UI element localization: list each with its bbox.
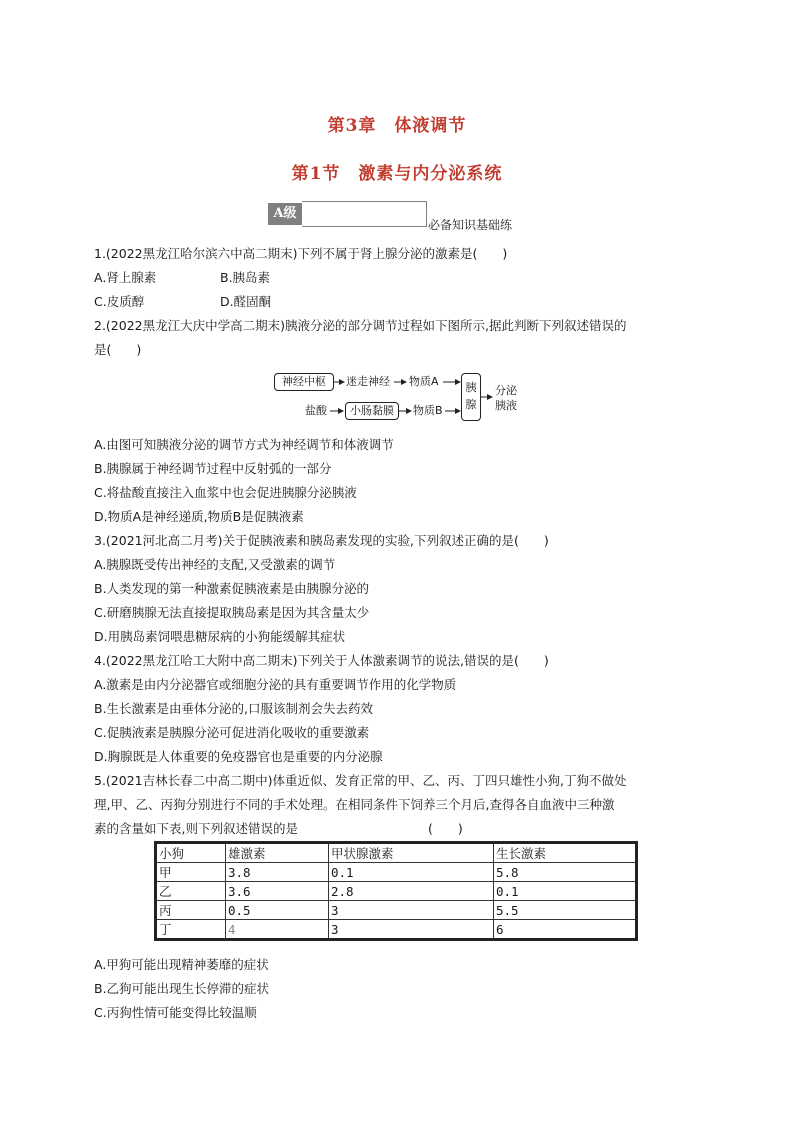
q5-option-a: A.甲狗可能出现精神萎靡的症状 — [94, 957, 269, 972]
q3-stem: 3.(2021河北高二月考)关于促胰液素和胰岛素发现的实验,下列叙述正确的是( ) — [94, 533, 549, 548]
hormone-table — [154, 841, 638, 941]
pancreas-char-2: 腺 — [465, 398, 477, 411]
q3-option-a: A.胰腺既受传出神经的支配,又受激素的调节 — [94, 557, 336, 572]
table-cell: 2.8 — [329, 882, 494, 901]
q3-option-d: D.用胰岛素饲喂患糖尿病的小狗能缓解其症状 — [94, 629, 346, 644]
table-header-cell: 雄激素 — [226, 843, 329, 863]
table-cell: 0.1 — [329, 863, 494, 882]
q3-option-c: C.研磨胰腺无法直接提取胰岛素是因为其含量太少 — [94, 605, 370, 620]
table-cell: 3 — [329, 920, 494, 940]
q2-option-a: A.由图可知胰液分泌的调节方式为神经调节和体液调节 — [94, 437, 394, 452]
pancreas-char-1: 胰 — [465, 381, 477, 394]
substance-b-label: 物质B — [413, 404, 443, 417]
q2-stem-line1: 2.(2022黑龙江大庆中学高二期末)胰液分泌的部分调节过程如下图所示,据此判断下列叙述错误的 — [94, 318, 627, 333]
q5-answer-bracket: ( ) — [428, 821, 463, 836]
table-row — [156, 901, 637, 920]
table-cell: 5.5 — [494, 901, 637, 920]
q3-option-b: B.人类发现的第一种激素促胰液素是由胰腺分泌的 — [94, 581, 370, 596]
q4-stem: 4.(2022黑龙江哈工大附中高二期末)下列关于人体激素调节的说法,错误的是( ) — [94, 653, 549, 668]
table-header-cell: 甲状腺激素 — [329, 843, 494, 863]
pancreatic-juice-label: 胰液 — [495, 399, 517, 412]
q2-option-d: D.物质A是神经递质,物质B是促胰液素 — [94, 509, 304, 524]
q5-stem-line2: 理,甲、乙、丙狗分别进行不同的手术处理。在相同条件下饲养三个月后,查得各自血液中三种激 — [94, 797, 615, 812]
table-cell: 3.8 — [226, 863, 329, 882]
q1-option-c: C.皮质醇 — [94, 294, 145, 309]
table-cell: 甲 — [156, 863, 226, 882]
q5-stem-line1: 5.(2021吉林长春二中高二期中)体重近似、发育正常的甲、乙、丙、丁四只雄性小狗,丁狗不做处 — [94, 773, 627, 788]
table-cell: 3.6 — [226, 882, 329, 901]
intestine-box: 小肠黏膜 — [345, 402, 399, 420]
q2-option-b: B.胰腺属于神经调节过程中反射弧的一部分 — [94, 461, 332, 476]
q4-option-b: B.生长激素是由垂体分泌的,口服该制剂会失去药效 — [94, 701, 374, 716]
table-cell: 丁 — [156, 920, 226, 940]
table-cell: 乙 — [156, 882, 226, 901]
table-cell: 0.5 — [226, 901, 329, 920]
table-row — [156, 920, 637, 940]
level-box — [302, 201, 427, 227]
q1-option-d: D.醛固酮 — [220, 294, 272, 309]
q1-option-b: B.胰岛素 — [220, 270, 271, 285]
q4-option-d: D.胸腺既是人体重要的免疫器官也是重要的内分泌腺 — [94, 749, 383, 764]
q1-stem: 1.(2022黑龙江哈尔滨六中高二期末)下列不属于肾上腺分泌的激素是( ) — [94, 246, 508, 261]
pancreas-box — [461, 373, 481, 421]
q4-option-c: C.促胰液素是胰腺分泌可促进消化吸收的重要激素 — [94, 725, 370, 740]
section-title: 第1节 激素与内分泌系统 — [291, 164, 503, 184]
table-header-cell: 生长激素 — [494, 843, 637, 863]
vagus-label: 迷走神经 — [346, 375, 390, 388]
level-badge: A级 — [268, 203, 302, 225]
q5-option-c: C.丙狗性情可能变得比较温顺 — [94, 1005, 257, 1020]
hcl-label: 盐酸 — [305, 404, 327, 417]
table-cell: 3 — [329, 901, 494, 920]
q5-stem-line3: 素的含量如下表,则下列叙述错误的是 — [94, 821, 298, 836]
pancreas-regulation-diagram — [270, 369, 530, 425]
nerve-center-box: 神经中枢 — [274, 373, 334, 391]
table-row — [156, 863, 637, 882]
q4-option-a: A.激素是由内分泌器官或细胞分泌的具有重要调节作用的化学物质 — [94, 677, 457, 692]
q2-stem-line2: 是( ) — [94, 342, 142, 357]
table-row — [156, 882, 637, 901]
q2-option-c: C.将盐酸直接注入血浆中也会促进胰腺分泌胰液 — [94, 485, 357, 500]
secrete-label: 分泌 — [495, 384, 517, 397]
table-cell: 丙 — [156, 901, 226, 920]
chapter-title: 第3章 体液调节 — [327, 116, 467, 136]
table-cell: 6 — [494, 920, 637, 940]
q1-option-a: A.肾上腺素 — [94, 270, 157, 285]
table-header-row — [156, 843, 637, 863]
substance-a-label: 物质A — [409, 375, 439, 388]
table-cell: 5.8 — [494, 863, 637, 882]
table-cell: 4 — [226, 920, 329, 940]
table-header-cell: 小狗 — [156, 843, 226, 863]
q5-option-b: B.乙狗可能出现生长停滞的症状 — [94, 981, 270, 996]
level-text: 必备知识基础练 — [428, 218, 513, 232]
table-cell: 0.1 — [494, 882, 637, 901]
